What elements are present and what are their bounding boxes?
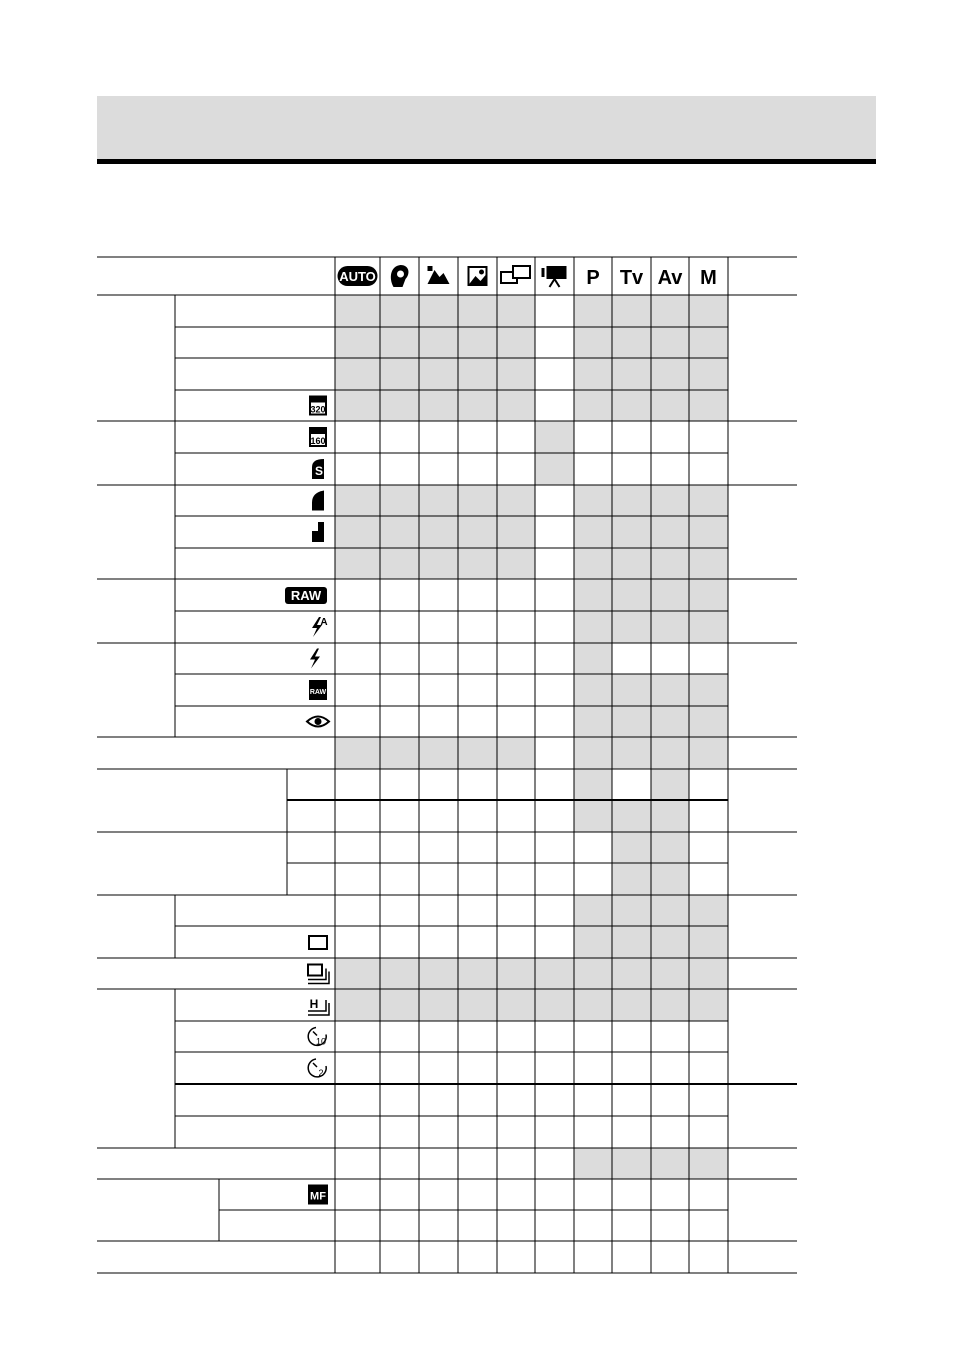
- shaded-cell: [574, 548, 612, 579]
- shaded-cell: [612, 548, 651, 579]
- shaded-cell: [651, 926, 689, 958]
- resolution-320-icon: [309, 396, 327, 416]
- shaded-cell: [612, 863, 651, 895]
- svg-text:H: H: [309, 997, 319, 1011]
- shaded-cell: [689, 958, 728, 989]
- shaded-cell: [380, 390, 419, 421]
- shaded-cell: [612, 674, 651, 706]
- svg-text:AUTO: AUTO: [339, 269, 376, 284]
- shaded-cell: [612, 358, 651, 390]
- shaded-cell: [574, 516, 612, 548]
- mode-header-icons: [338, 265, 717, 289]
- shaded-cell: [458, 390, 497, 421]
- svg-text:RAW: RAW: [290, 588, 322, 603]
- shaded-cell: [380, 327, 419, 358]
- shaded-cell: [574, 358, 612, 390]
- shaded-cell: [651, 516, 689, 548]
- shaded-cell: [612, 958, 651, 989]
- shaded-cell: [689, 548, 728, 579]
- red-eye-reduction-icon: [307, 717, 329, 727]
- shaded-cell: [497, 485, 535, 516]
- shaded-cell: [574, 579, 612, 611]
- shaded-cell: [651, 485, 689, 516]
- shaded-cell: [335, 958, 380, 989]
- movie-mode-icon: [542, 266, 567, 287]
- svg-text:RAW: RAW: [309, 689, 327, 696]
- shaded-cell: [497, 358, 535, 390]
- stitch-assist-mode-icon: [501, 266, 530, 283]
- shaded-cell: [335, 737, 380, 769]
- svg-text:M: M: [700, 267, 717, 289]
- portrait-mode-icon: [391, 265, 409, 287]
- landscape-mode-icon: [428, 266, 450, 284]
- shaded-cell: [651, 737, 689, 769]
- shaded-cell: [458, 295, 497, 327]
- shaded-cell: [497, 989, 535, 1021]
- shaded-cell: [574, 737, 612, 769]
- shaded-cell: [458, 989, 497, 1021]
- shaded-cell: [612, 832, 651, 863]
- shaded-cell: [574, 327, 612, 358]
- shaded-cell: [380, 958, 419, 989]
- shaded-cell: [458, 485, 497, 516]
- svg-text:10: 10: [315, 1036, 327, 1047]
- shaded-cell: [689, 327, 728, 358]
- manual-focus-icon: [308, 1185, 328, 1205]
- shaded-cell: [535, 453, 574, 485]
- shaded-cell: [612, 327, 651, 358]
- shaded-cell: [419, 958, 458, 989]
- shaded-cell: [689, 516, 728, 548]
- shaded-cell: [689, 926, 728, 958]
- shaded-cell: [380, 295, 419, 327]
- shaded-cell: [689, 611, 728, 643]
- shaded-cell: [419, 516, 458, 548]
- shutter-priority-mode-icon: [620, 267, 644, 289]
- shaded-cell: [651, 611, 689, 643]
- shaded-cell: [458, 958, 497, 989]
- shaded-cell: [574, 926, 612, 958]
- svg-text:A: A: [320, 617, 328, 628]
- shaded-cell: [651, 832, 689, 863]
- shaded-cell: [535, 989, 574, 1021]
- shaded-cell: [497, 390, 535, 421]
- shaded-cell: [612, 737, 651, 769]
- continuous-drive-icon: [308, 965, 329, 984]
- shaded-cell: [689, 295, 728, 327]
- shaded-cell: [335, 358, 380, 390]
- shaded-cell: [497, 295, 535, 327]
- shaded-cell: [689, 485, 728, 516]
- shaded-cell: [651, 579, 689, 611]
- shaded-cell: [574, 706, 612, 737]
- shaded-cell: [458, 358, 497, 390]
- svg-text:S: S: [314, 464, 324, 478]
- shaded-cell: [335, 295, 380, 327]
- shaded-cell: [574, 295, 612, 327]
- shaded-cell: [651, 1148, 689, 1179]
- self-timer-10s-icon: [308, 1028, 326, 1047]
- shaded-cell: [380, 358, 419, 390]
- shaded-cell: [612, 926, 651, 958]
- shaded-cell: [458, 327, 497, 358]
- shaded-cell: [574, 989, 612, 1021]
- night-scene-mode-icon: [469, 267, 487, 285]
- shaded-cell: [497, 516, 535, 548]
- shaded-cell: [651, 958, 689, 989]
- shaded-cell: [689, 358, 728, 390]
- shaded-cell: [612, 516, 651, 548]
- shaded-cell: [335, 548, 380, 579]
- normal-quality-icon: [312, 522, 324, 542]
- auto-mode-icon: [338, 266, 378, 286]
- shaded-cell: [574, 958, 612, 989]
- program-mode-icon: [586, 267, 599, 289]
- shaded-cell: [574, 895, 612, 926]
- shaded-cell: [651, 358, 689, 390]
- shaded-cell: [380, 485, 419, 516]
- shaded-cell: [419, 485, 458, 516]
- shaded-cell: [335, 485, 380, 516]
- shaded-cell: [651, 895, 689, 926]
- shaded-cell: [651, 548, 689, 579]
- shaded-cell: [651, 706, 689, 737]
- shaded-cell: [612, 1148, 651, 1179]
- svg-text:Tv: Tv: [619, 267, 644, 289]
- high-speed-continuous-icon: [308, 997, 329, 1015]
- shaded-cell: [458, 516, 497, 548]
- shaded-cell: [419, 327, 458, 358]
- svg-text:160: 160: [310, 436, 326, 446]
- shaded-cell: [335, 516, 380, 548]
- shaded-cell: [612, 611, 651, 643]
- shaded-cell: [612, 706, 651, 737]
- shaded-cell: [612, 989, 651, 1021]
- single-shot-drive-icon: [309, 936, 327, 949]
- shaded-cell: [380, 516, 419, 548]
- shaded-cell: [651, 390, 689, 421]
- flash-auto-icon: [312, 617, 328, 637]
- shaded-cell: [458, 737, 497, 769]
- shaded-cell: [458, 548, 497, 579]
- shaded-cell: [419, 390, 458, 421]
- fine-quality-icon: [312, 491, 324, 511]
- shaded-cell: [497, 958, 535, 989]
- shaded-cell: [380, 989, 419, 1021]
- shaded-cell: [612, 800, 651, 832]
- shaded-cell: [612, 390, 651, 421]
- shaded-cell: [651, 674, 689, 706]
- shaded-cell: [651, 800, 689, 832]
- shaded-cell: [689, 989, 728, 1021]
- shaded-cell: [497, 737, 535, 769]
- shaded-cell: [335, 390, 380, 421]
- shaded-cell: [574, 390, 612, 421]
- shaded-cell: [651, 295, 689, 327]
- shaded-cell: [535, 958, 574, 989]
- flash-on-icon: [310, 649, 320, 669]
- shaded-cell: [651, 769, 689, 800]
- svg-text:320: 320: [310, 404, 326, 415]
- superfine-quality-icon: [312, 459, 324, 479]
- shaded-cell: [574, 674, 612, 706]
- shaded-cell: [612, 895, 651, 926]
- shaded-cell: [612, 485, 651, 516]
- shaded-cell: [689, 1148, 728, 1179]
- shaded-cell: [689, 674, 728, 706]
- svg-text:2: 2: [318, 1068, 324, 1078]
- shaded-cell: [535, 421, 574, 453]
- shaded-cell: [419, 989, 458, 1021]
- shaded-cell: [574, 769, 612, 800]
- shaded-cell: [335, 989, 380, 1021]
- shaded-cell: [651, 863, 689, 895]
- shaded-cell: [689, 390, 728, 421]
- svg-text:MF: MF: [310, 1190, 326, 1203]
- shaded-cell: [419, 295, 458, 327]
- shaded-cell: [651, 327, 689, 358]
- shaded-cell: [574, 485, 612, 516]
- shaded-cell: [651, 989, 689, 1021]
- svg-text:P: P: [586, 267, 600, 289]
- shaded-cell: [689, 737, 728, 769]
- shaded-cell: [380, 737, 419, 769]
- self-timer-2s-icon: [308, 1059, 326, 1078]
- shaded-cell: [689, 895, 728, 926]
- svg-text:Av: Av: [657, 267, 683, 289]
- shaded-cell: [574, 800, 612, 832]
- resolution-160-icon: [309, 427, 327, 447]
- slow-sync-icon: [309, 680, 327, 700]
- shaded-cell: [497, 327, 535, 358]
- shaded-cell: [419, 737, 458, 769]
- raw-format-icon: [285, 587, 327, 604]
- shaded-cell: [497, 548, 535, 579]
- shaded-cell: [612, 295, 651, 327]
- shaded-cell: [612, 579, 651, 611]
- aperture-priority-mode-icon: [658, 267, 684, 289]
- shaded-cell: [380, 548, 419, 579]
- shaded-cell: [419, 358, 458, 390]
- shaded-cell: [335, 327, 380, 358]
- shaded-cell: [574, 611, 612, 643]
- shaded-cell: [574, 1148, 612, 1179]
- shaded-cell: [689, 706, 728, 737]
- shaded-cell: [689, 579, 728, 611]
- shaded-cell: [574, 643, 612, 674]
- manual-mode-icon: [700, 267, 717, 289]
- shaded-cell: [419, 548, 458, 579]
